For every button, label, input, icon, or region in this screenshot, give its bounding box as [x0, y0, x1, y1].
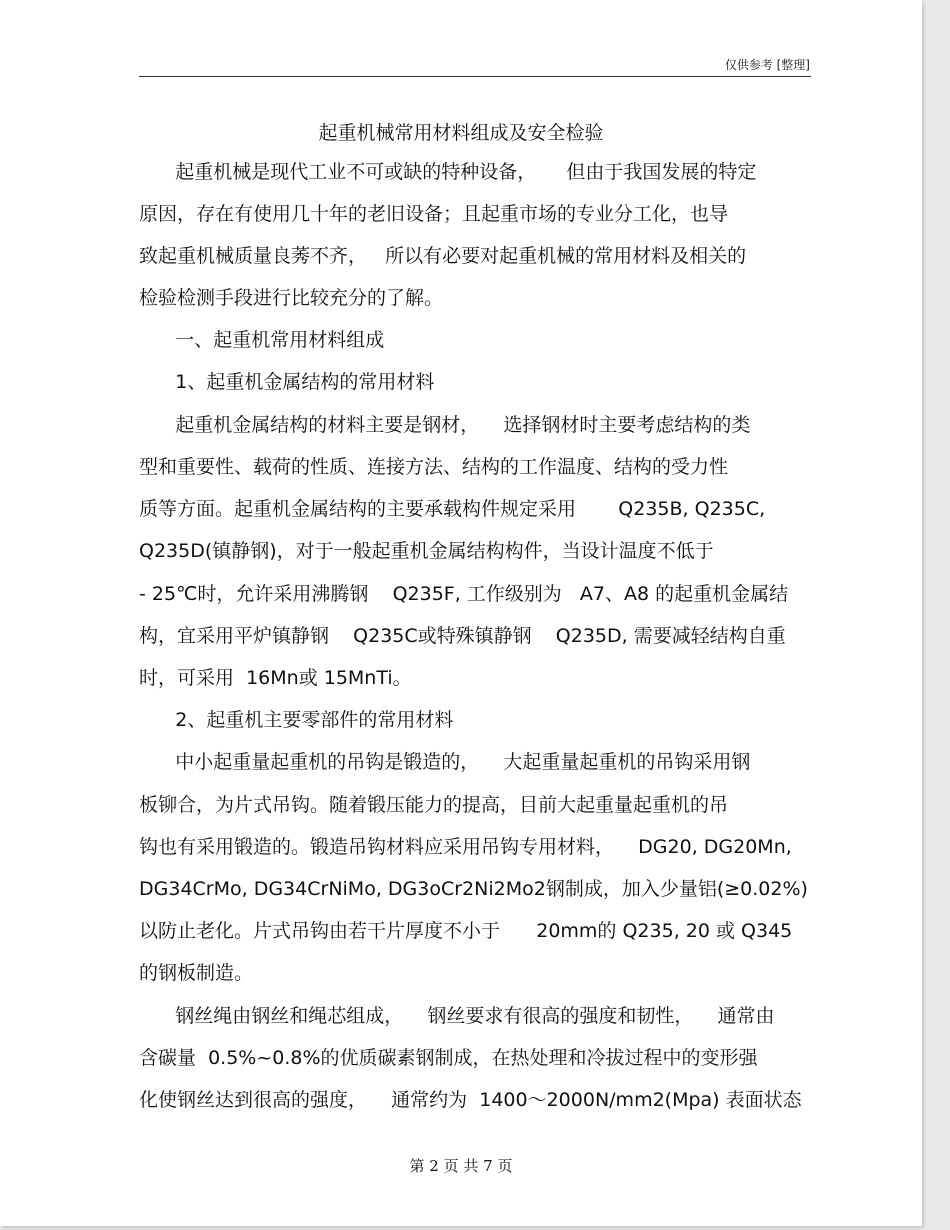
subsection-heading: 2、起重机主要零部件的常用材料: [139, 709, 454, 731]
body-line: 起重机金属结构的材料主要是钢材， 选择钢材时主要考虑结构的类: [139, 414, 751, 436]
body-line: 检验检测手段进行比较充分的了解。: [139, 287, 444, 309]
body-line: 钢丝绳由钢丝和绳芯组成， 钢丝要求有很高的强度和韧性， 通常由: [139, 1005, 775, 1027]
body-line: 起重机械是现代工业不可或缺的特种设备， 但由于我国发展的特定: [139, 161, 757, 183]
body-line: 钩也有采用锻造的。锻造吊钩材料应采用吊钩专用材料， DG20, DG20Mn,: [139, 836, 792, 858]
subsection-heading: 1、起重机金属结构的常用材料: [139, 371, 435, 393]
body-line: 化使钢丝达到很高的强度， 通常约为 1400～2000N/mm2(Mpa) 表面状态: [139, 1089, 802, 1111]
page-number: 第 2 页 共 7 页: [409, 1157, 513, 1175]
header-note: 仅供参考 [整理]: [724, 58, 810, 72]
body-line: 以防止老化。片式吊钩由若干片厚度不小于 20mm的 Q235, 20 或 Q345: [139, 920, 793, 942]
body-line: 原因，存在有使用几十年的老旧设备；且起重市场的专业分工化，也导: [139, 203, 729, 225]
header-rule: [139, 76, 811, 77]
body-line: 致起重机械质量良莠不齐， 所以有必要对起重机械的常用材料及相关的: [139, 245, 747, 267]
body-line: 型和重要性、载荷的性质、连接方法、结构的工作温度、结构的受力性: [139, 456, 729, 478]
body-line: 构，宜采用平炉镇静钢 Q235C或特殊镇静钢 Q235D, 需要减轻结构自重: [139, 625, 786, 647]
body-line: - 25℃时，允许采用沸腾钢 Q235F, 工作级别为 A7、A8 的起重机金属结: [139, 583, 789, 605]
body-line: 板铆合，为片式吊钩。随着锻压能力的提高，目前大起重量起重机的吊: [139, 794, 729, 816]
document-title: 起重机械常用材料组成及安全检验: [318, 122, 604, 144]
body-line: 的钢板制造。: [139, 962, 254, 984]
body-line: 中小起重量起重机的吊钩是锻造的， 大起重量起重机的吊钩采用钢: [139, 751, 751, 773]
body-line: 质等方面。起重机金属结构的主要承载构件规定采用 Q235B, Q235C,: [139, 498, 766, 520]
body-line: DG34CrMo, DG34CrNiMo, DG3oCr2Ni2Mo2钢制成，加入少量铝(≥0.02%): [139, 878, 808, 900]
body-line: 时，可采用 16Mn或 15MnTi。: [139, 667, 412, 689]
body-line: Q235D(镇静钢)，对于一般起重机金属结构构件，当设计温度不低于: [139, 540, 714, 562]
section-heading: 一、起重机常用材料组成: [139, 329, 385, 351]
body-line: 含碳量 0.5%~0.8%的优质碳素钢制成，在热处理和冷拔过程中的变形强: [139, 1047, 758, 1069]
